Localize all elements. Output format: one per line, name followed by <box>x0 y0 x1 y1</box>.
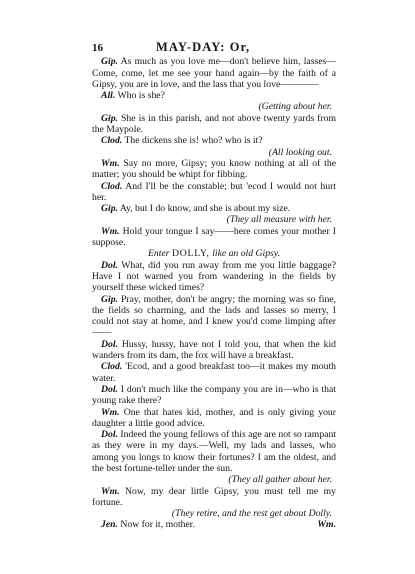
speech-text: Now for it, mother. <box>120 519 195 531</box>
stage-direction: (They retire, and the rest get about Dolly. <box>171 508 332 520</box>
speech-text: Who is she? <box>117 90 165 102</box>
speaker-name: Clod. <box>101 135 123 147</box>
speaker-name: Gip. <box>101 203 118 215</box>
speech-block <box>92 294 336 339</box>
speech-block <box>92 56 336 90</box>
speech-block <box>92 339 336 362</box>
stage-entrance <box>92 248 336 259</box>
speech-block <box>92 429 336 485</box>
page-number: 16 <box>92 42 103 54</box>
entrance-word: Enter <box>147 248 170 260</box>
speaker-name: Dol. <box>101 338 118 350</box>
speaker-name: Dol. <box>101 429 118 441</box>
stage-direction: (They all gather about her. <box>228 474 332 486</box>
speech-block <box>92 90 336 113</box>
stage-direction: (They all measure with her. <box>226 214 332 226</box>
speech-text: Pray, mother, don't be angry; the morning was so fine, the fields so charming, and the lads and lasses so merry, I could not stay at home, and I knew you'd come limping after—— <box>92 293 337 339</box>
stage-direction: (All looking out. <box>268 146 332 158</box>
speech-block <box>92 361 336 384</box>
stage-direction: (Getting about her. <box>258 101 332 113</box>
speaker-name: Gip. <box>101 112 118 124</box>
speaker-name: Clod. <box>101 361 123 373</box>
speech-text: Ay, but I do know, and she is about my size. <box>119 203 291 215</box>
speech-text: As much as you love me—don't believe him, lasses—Come, come, let me see your hand again—by the faith of a Gipsy, you are in love, and the lass that you love———— <box>92 56 337 90</box>
speaker-name: Wm. <box>101 406 120 418</box>
entrance-description: like an old Gipsy. <box>212 248 280 260</box>
speech-text: Now, my dear little Gipsy, you must tell me my fortune. <box>92 485 337 508</box>
play-text <box>92 56 336 519</box>
entrance-character: DOLLY, <box>171 248 210 260</box>
speech-block <box>92 135 336 158</box>
speech-block <box>92 203 336 226</box>
speaker-name: Gip. <box>101 56 118 68</box>
speech-text: Say no more, Gipsy; you know nothing at all of the matter; you should be whipt for fibbing. <box>92 157 337 181</box>
speech-text: She is in this parish, and not above twenty yards from the Maypole. <box>92 112 336 136</box>
speech-text: And I'll be the constable; but 'ecod I would not hurt her. <box>92 180 336 203</box>
speaker-name: All. <box>101 90 116 102</box>
book-page <box>92 42 336 531</box>
speaker-name: Wm. <box>101 485 120 497</box>
catchword: Wm. <box>317 519 336 531</box>
speech-text: I don't much like the company you are in—who is that young rake there? <box>92 383 337 407</box>
speech-block <box>92 181 336 204</box>
last-line <box>92 519 336 530</box>
speaker-name: Wm. <box>101 225 120 237</box>
speech-text: Hussy, hussy, have not I told you, that when the kid wanders from its dam, the fox will have a breakfast. <box>92 338 336 362</box>
speech-text: Indeed the young fellows of this age are not so rampant as they were in my days.—Well, my lads and lasses, who among you longs to know their fortunes? I am the oldest, and the best fortune-teller under the sun. <box>92 429 337 474</box>
speech-text: One that hates kid, mother, and is only giving your daughter a little good advice. <box>92 406 336 429</box>
speech-text: Hold your tongue I say——here comes your mother I suppose. <box>92 225 336 249</box>
speaker-name: Jen. <box>101 519 118 531</box>
page-header <box>92 42 336 54</box>
speaker-name: Dol. <box>101 383 118 395</box>
running-title: MAY-DAY: Or, <box>156 40 251 54</box>
speech-block <box>92 113 336 136</box>
speech-block <box>92 260 336 294</box>
speaker-name: Dol. <box>101 259 118 271</box>
speech-text: What, did you run away from me you little baggage? Have I not warned you from wandering in the fields by yourself these wicked times? <box>92 259 336 294</box>
speaker-name: Wm. <box>101 157 120 169</box>
speaker-name: Gip. <box>101 293 118 305</box>
speech-block <box>92 486 336 520</box>
speech-block <box>92 226 336 249</box>
speech-block <box>92 384 336 407</box>
speaker-name: Clod. <box>101 180 123 192</box>
speech-text: The dickens she is! who? who is it? <box>124 135 263 147</box>
speech-block <box>92 158 336 181</box>
speech-block <box>92 407 336 430</box>
speech-text: 'Ecod, and a good breakfast too—it makes my mouth water. <box>92 361 337 384</box>
